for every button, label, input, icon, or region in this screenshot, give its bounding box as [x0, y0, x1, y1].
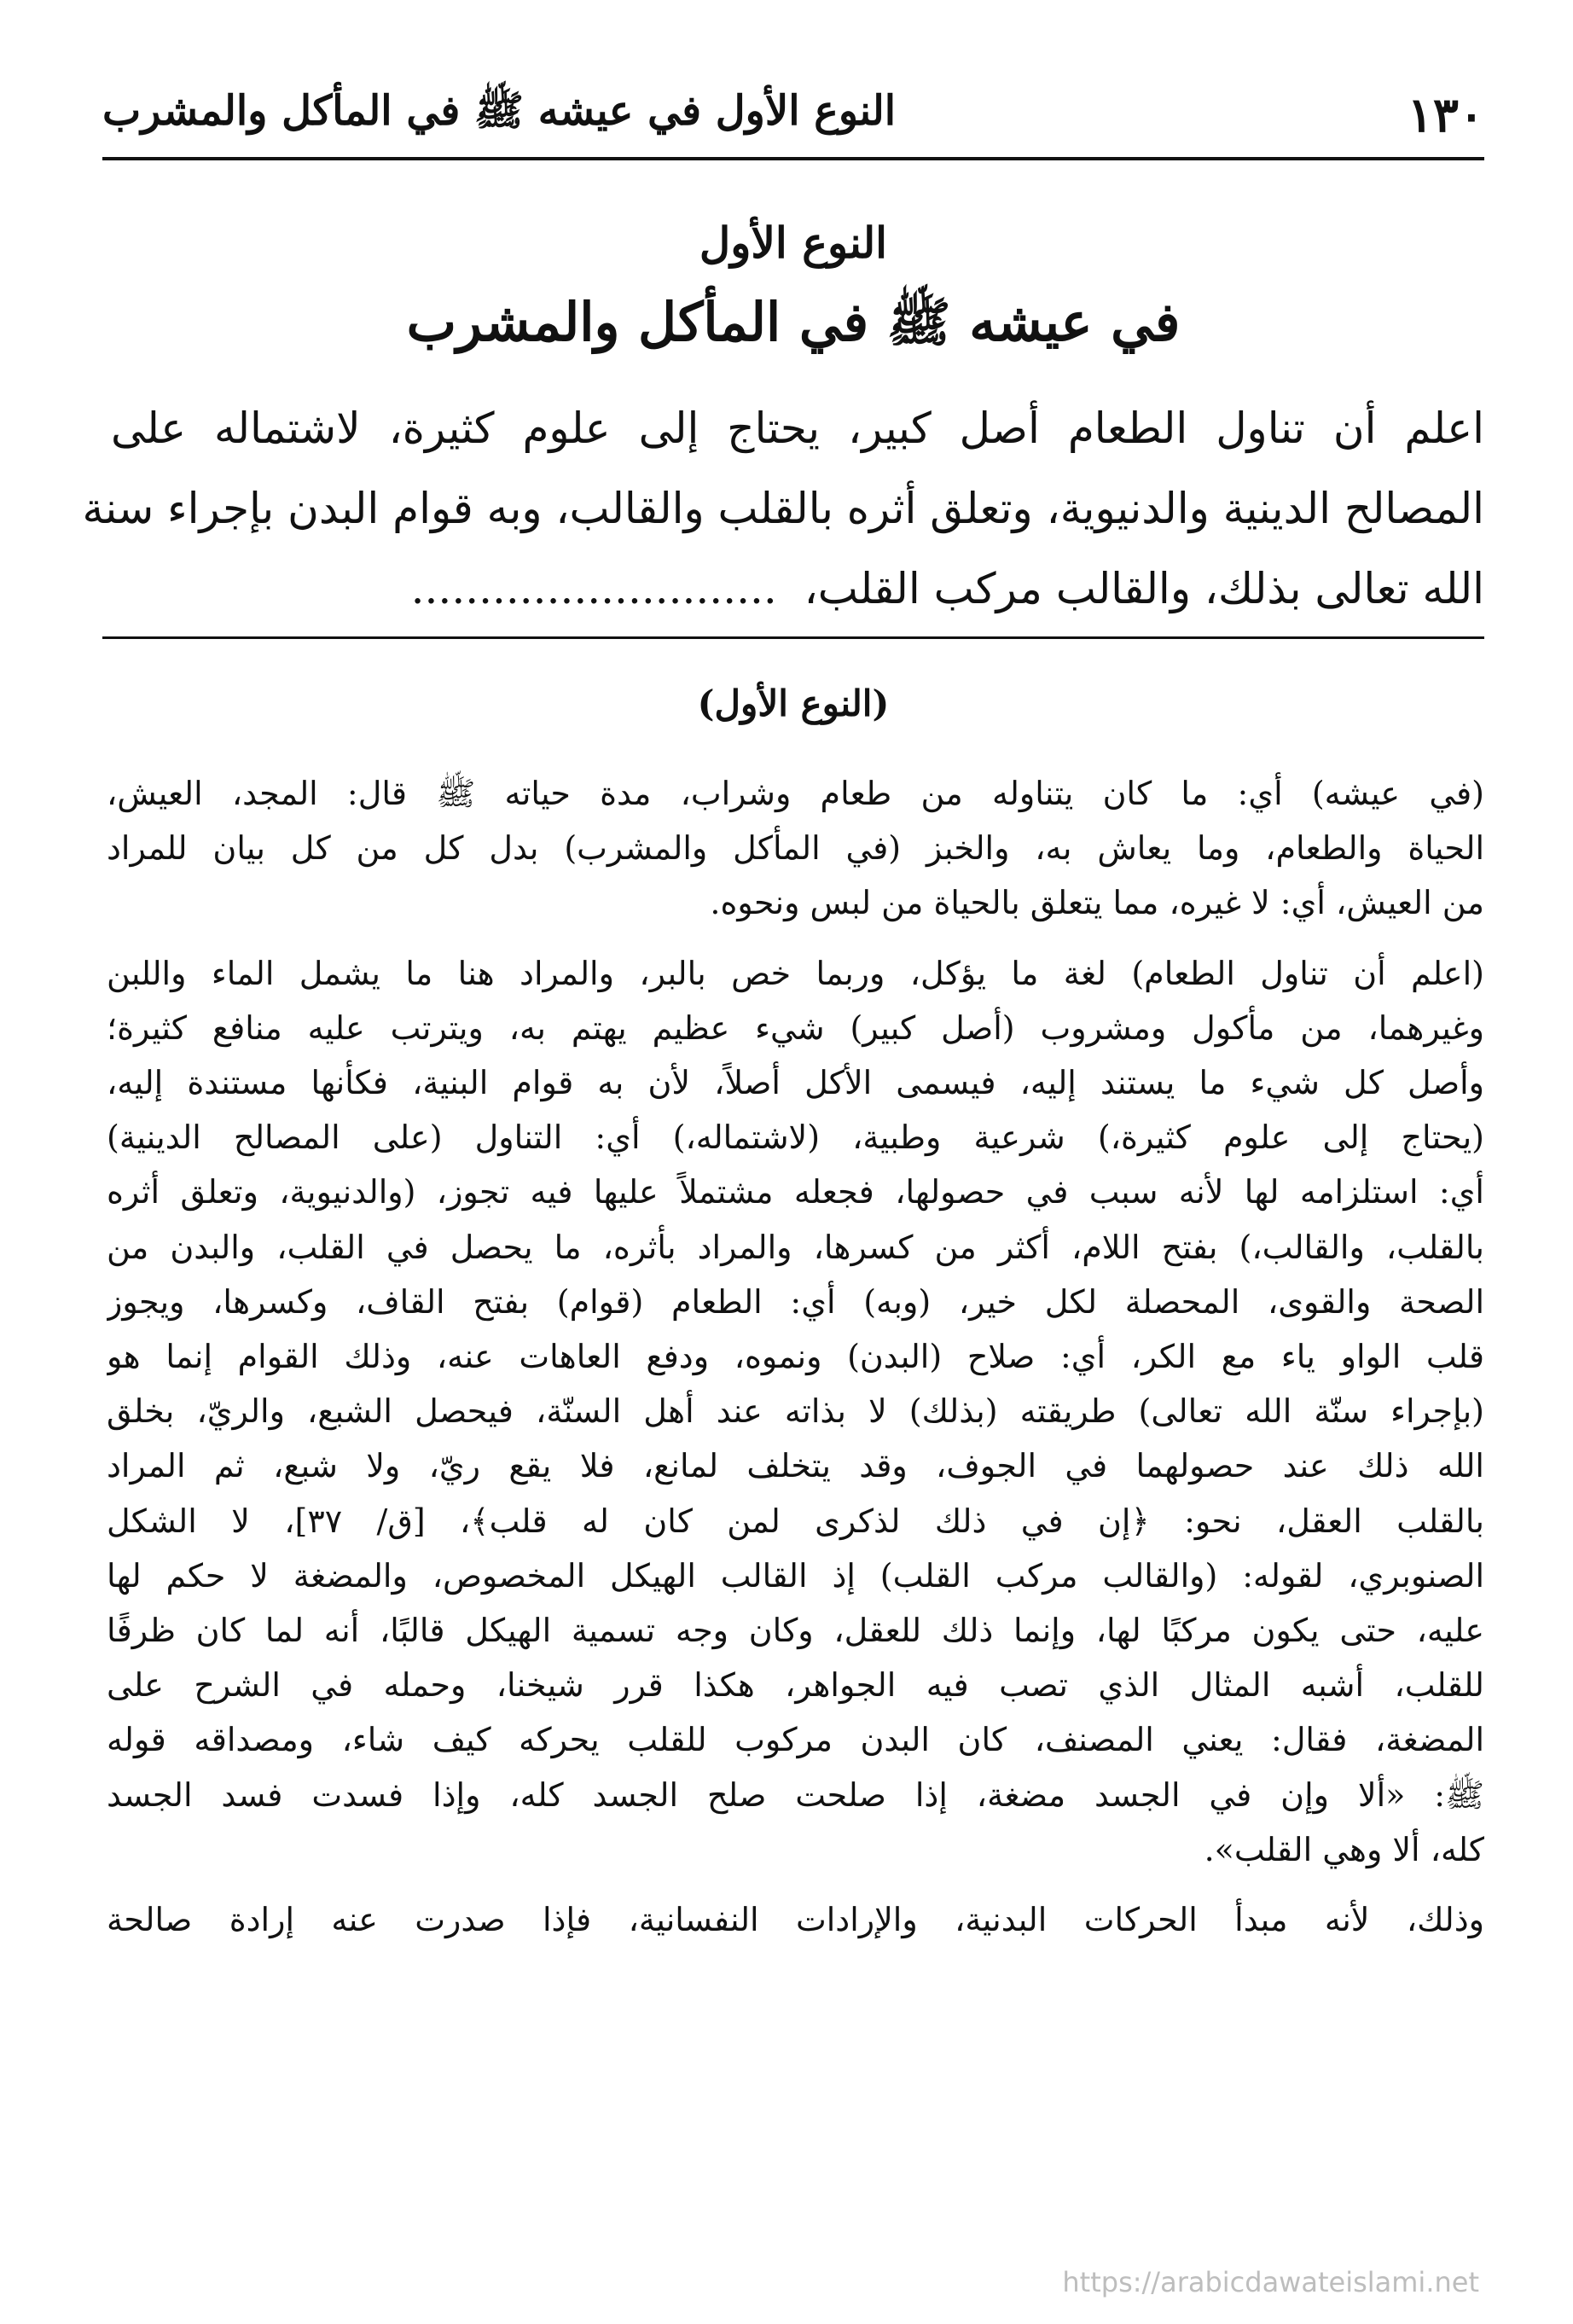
commentary-heading: (النوع الأول) [697, 683, 890, 724]
main-text-line: اعلم أن تناول الطعام أصل كبير، يحتاج إلى علوم كثيرة، لاشتماله على [111, 404, 1484, 453]
commentary-line: (اعلم أن تناول الطعام) لغة ما يؤكل، وربما خص بالبر، والمراد هنا ما يشمل الماء واللبن [107, 954, 1484, 992]
main-text-line: المصالح الدينية والدنيوية، وتعلق أثره بالقلب والقالب، وبه قوام البدن بإجراء سنة [82, 484, 1484, 533]
commentary-line: للقلب، أشبه المثال الذي تصب فيه الجواهر، هكذا قرر شيخنا، وحمله في الشرح على [107, 1666, 1484, 1705]
header-rule [102, 157, 1484, 160]
section-divider [102, 636, 1484, 639]
running-header-title: النوع الأول في عيشه ﷺ في المأكل والمشرب [102, 86, 897, 135]
commentary-line: المضغة، فقال: يعني المصنف، كان البدن مركوب للقلب يحركه كيف شاء، ومصداقه قوله [107, 1721, 1484, 1759]
commentary-line: بالقلب، والقالب،) بفتح اللام، أكثر من كسرها، والمراد بأثره، ما يحصل في القلب، والبدن من [107, 1228, 1484, 1266]
commentary-text [107, 766, 1484, 1947]
commentary-line: (بإجراء سنّة الله تعالى) طريقته (بذلك) لا بذاته عند أهل السنّة، فيحصل الشبع، والريّ، بخلق [107, 1392, 1484, 1431]
commentary-line: وأصل كل شيء ما يستند إليه، فيسمى الأكل أصلاً، لأن به قوام البنية، فكأنها مستندة إليه، [107, 1064, 1484, 1102]
commentary-line: الله ذلك عند حصولهما في الجوف، وقد يتخلف لمانع، فلا يقع ريّ، ولا شبع، ثم المراد [107, 1447, 1484, 1485]
ellipsis: ........................... [410, 564, 777, 613]
running-header [102, 85, 1484, 145]
main-text-line [111, 549, 1484, 629]
commentary-line: الصنوبري، لقوله: (والقالب مركب القلب) إذ القالب الهيكل المخصوص، والمضغة لا حكم لها [107, 1556, 1484, 1595]
commentary-line: وذلك، لأنه مبدأ الحركات البدنية، والإرادات النفسانية، فإذا صدرت عنه إرادة صالحة [107, 1901, 1484, 1939]
commentary-line: وغيرهما، من مأكول ومشروب (أصل كبير) شيء عظيم يهتم به، ويترتب عليه منافع كثيرة؛ [107, 1008, 1484, 1047]
commentary-line: (يحتاج إلى علوم كثيرة،) شرعية وطبية، (لاشتماله،) أي: التناول (على المصالح الدينية) [107, 1118, 1484, 1157]
commentary-line: كله، ألا وهي القلب». [1204, 1830, 1484, 1868]
watermark-url: https://arabicdawateislami.net [1062, 2266, 1479, 2298]
main-title: النوع الأول [699, 218, 888, 268]
commentary-line: قلب الواو ياء مع الكر، أي: صلاح (البدن) ونموه، ودفع العاهات عنه، وذلك القوام إنما هو [107, 1338, 1484, 1376]
commentary-line: من العيش، أي: لا غيره، مما يتعلق بالحياة من لبس ونحوه. [710, 884, 1484, 922]
commentary-line: الحياة والطعام، وما يعاش به، والخبز (في المأكل والمشرب) بدل كل من كل بيان للمراد [107, 829, 1484, 868]
page-number: ١٣٠ [1407, 87, 1484, 143]
commentary-line: ﷺ: «ألا وإن في الجسد مضغة، إذا صلحت صلح الجسد كله، وإذا فسدت فسد الجسد [107, 1775, 1484, 1814]
commentary-line: الصحة والقوى، المحصلة لكل خير، (وبه) أي: الطعام (قوام) بفتح القاف، وكسرها، ويجوز [107, 1282, 1484, 1321]
commentary-line: عليه، حتى يكون مركبًا لها، وإنما ذلك للعقل، وكان وجه تسمية الهيكل قالبًا، أنه لما كان ظرفًا [107, 1612, 1484, 1650]
commentary-line: بالقلب العقل، نحو: ﴿إن في ذلك لذكرى لمن كان له قلب﴾، [ق/ ٣٧]، لا الشكل [107, 1502, 1484, 1540]
main-subtitle: في عيشه ﷺ في المأكل والمشرب [406, 291, 1181, 353]
main-text [82, 388, 1484, 629]
main-text-line-content: الله تعالى بذلك، والقالب مركب القلب، [804, 564, 1484, 613]
commentary-line: (في عيشه) أي: ما كان يتناوله من طعام وشراب، مدة حياته ﷺ قال: المجد، العيش، [107, 775, 1484, 812]
commentary-line: أي: استلزامه لها لأنه سبب في حصولها، فجعله مشتملاً عليها فيه تجوز، (والدنيوية، وتعلق أثره [107, 1173, 1484, 1211]
